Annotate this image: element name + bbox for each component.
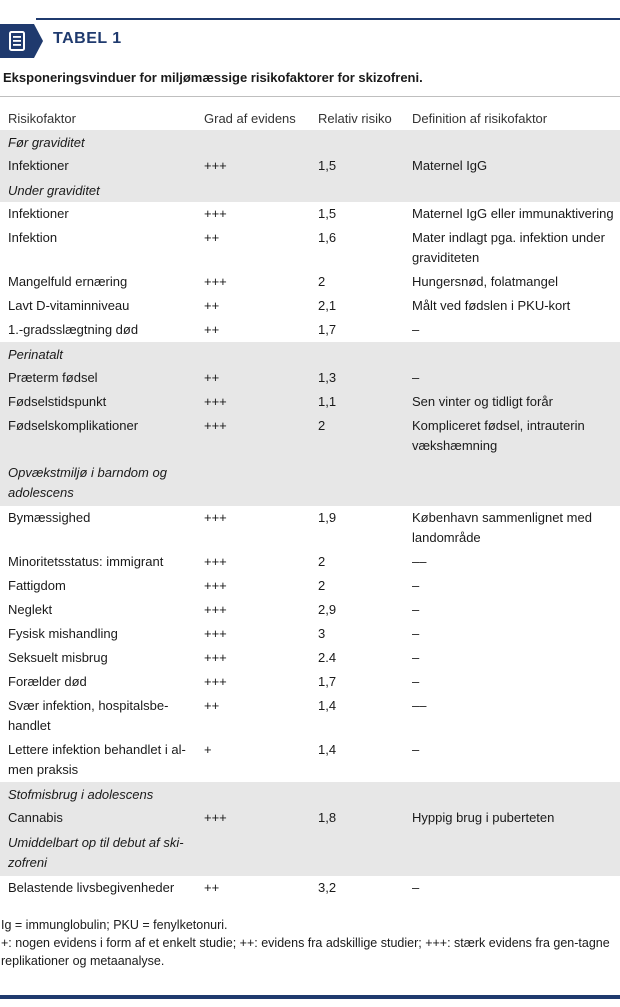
cell-factor: Mangelfuld ernæring — [8, 274, 128, 289]
cell-evidence: ++ — [204, 322, 220, 337]
footnote-abbreviations: Ig = immunglobulin; PKU = fenylketonuri. — [1, 918, 228, 932]
section-title: Opvækstmiljø i barndom og adolescens — [8, 465, 167, 500]
table-row — [0, 622, 620, 646]
section-header — [0, 178, 620, 202]
cell-definition: Hyppig brug i puberteten — [412, 810, 555, 825]
caption-rule — [0, 96, 620, 97]
footnotes — [0, 916, 620, 970]
cell-evidence: +++ — [204, 674, 227, 689]
table-caption: Eksponeringsvinduer for miljømæssige risikofaktorer for skizofreni. — [3, 70, 423, 85]
cell-factor: Belastende livsbegivenheder — [8, 880, 175, 895]
section-header — [0, 830, 620, 876]
cell-evidence: +++ — [204, 418, 227, 433]
cell-definition: Mater indlagt pga. infektion under graviditeten — [412, 230, 605, 265]
header-rule — [36, 18, 620, 20]
cell-definition: Maternel IgG — [412, 158, 488, 173]
table-row — [0, 414, 620, 460]
section-title: Perinatalt — [8, 347, 63, 362]
table-row — [0, 670, 620, 694]
table-row — [0, 694, 620, 738]
table-row — [0, 806, 620, 830]
table-row — [0, 550, 620, 574]
cell-definition: – — [412, 370, 420, 385]
cell-relative-risk: 2,9 — [318, 602, 337, 617]
cell-relative-risk: 1,6 — [318, 230, 337, 245]
cell-factor: Infektion — [8, 230, 58, 245]
section-title: Stofmisbrug i adolescens — [8, 787, 154, 802]
table-row — [0, 202, 620, 226]
cell-factor: Lettere infektion behandlet i al-men praksis — [8, 742, 186, 777]
page-title: TABEL 1 — [53, 30, 122, 47]
table-row — [0, 226, 620, 270]
cell-relative-risk: 1,4 — [318, 698, 337, 713]
cell-factor: Cannabis — [8, 810, 63, 825]
cell-relative-risk: 1,4 — [318, 742, 337, 757]
cell-evidence: +++ — [204, 394, 227, 409]
cell-factor: Præterm fødsel — [8, 370, 98, 385]
cell-evidence: +++ — [204, 626, 227, 641]
section-header — [0, 342, 620, 366]
table-row — [0, 154, 620, 178]
cell-relative-risk: 1,9 — [318, 510, 337, 525]
table-row — [0, 506, 620, 550]
table-row — [0, 390, 620, 414]
cell-definition: – — [412, 674, 420, 689]
cell-evidence: +++ — [204, 554, 227, 569]
cell-definition: Sen vinter og tidligt forår — [412, 394, 553, 409]
cell-definition: –– — [412, 554, 427, 569]
cell-relative-risk: 2.4 — [318, 650, 337, 665]
cell-evidence: ++ — [204, 880, 220, 895]
cell-evidence: ++ — [204, 370, 220, 385]
cell-factor: Svær infektion, hospitalsbe-handlet — [8, 698, 169, 733]
table-row — [0, 318, 620, 342]
table-row — [0, 294, 620, 318]
cell-definition: Kompliceret fødsel, intrauterin vækshæmning — [412, 418, 585, 453]
cell-definition: – — [412, 742, 420, 757]
table-header — [0, 18, 620, 60]
cell-relative-risk: 2 — [318, 554, 326, 569]
column-header-factor: Risikofaktor — [8, 111, 76, 126]
cell-relative-risk: 2,1 — [318, 298, 337, 313]
cell-relative-risk: 1,3 — [318, 370, 337, 385]
cell-evidence: ++ — [204, 698, 220, 713]
cell-definition: Maternel IgG eller immunaktivering — [412, 206, 614, 221]
cell-definition: – — [412, 880, 420, 895]
cell-evidence: +++ — [204, 510, 227, 525]
cell-factor: Infektioner — [8, 206, 69, 221]
cell-evidence: +++ — [204, 578, 227, 593]
cell-factor: Fattigdom — [8, 578, 66, 593]
cell-evidence: +++ — [204, 650, 227, 665]
cell-evidence: +++ — [204, 602, 227, 617]
cell-definition: – — [412, 626, 420, 641]
cell-relative-risk: 2 — [318, 418, 326, 433]
cell-factor: Forælder død — [8, 674, 87, 689]
cell-definition: – — [412, 322, 420, 337]
cell-relative-risk: 3,2 — [318, 880, 337, 895]
cell-relative-risk: 1,5 — [318, 206, 337, 221]
risk-factor-table — [0, 106, 620, 900]
cell-definition: – — [412, 650, 420, 665]
footnote-evidence-legend: +: nogen evidens i form af et enkelt studie; ++: evidens fra adskillige studier; +++: stærk evidens fra gen-tagne replikationer og metaanalyse. — [1, 936, 610, 968]
cell-evidence: ++ — [204, 298, 220, 313]
cell-factor: Lavt D-vitaminniveau — [8, 298, 130, 313]
cell-definition: –– — [412, 698, 427, 713]
section-title: Under graviditet — [8, 183, 100, 198]
table-row — [0, 574, 620, 598]
cell-factor: Fødselskomplikationer — [8, 418, 139, 433]
cell-evidence: +++ — [204, 810, 227, 825]
column-header-relative-risk: Relativ risiko — [318, 111, 392, 126]
cell-evidence: ++ — [204, 230, 220, 245]
header-pointer — [34, 24, 43, 58]
table-row — [0, 646, 620, 670]
column-header-evidence: Grad af evidens — [204, 111, 296, 126]
cell-relative-risk: 1,7 — [318, 322, 337, 337]
cell-definition: – — [412, 578, 420, 593]
cell-relative-risk: 1,8 — [318, 810, 337, 825]
table-row — [0, 876, 620, 900]
cell-evidence: + — [204, 742, 212, 757]
cell-factor: Minoritetsstatus: immigrant — [8, 554, 164, 569]
cell-factor: Infektioner — [8, 158, 69, 173]
cell-factor: Bymæssighed — [8, 510, 91, 525]
bottom-rule — [0, 995, 620, 999]
section-header — [0, 460, 620, 506]
cell-factor: 1.-gradsslægtning død — [8, 322, 139, 337]
cell-factor: Fysisk mishandling — [8, 626, 118, 641]
cell-evidence: +++ — [204, 158, 227, 173]
cell-factor: Fødselstidspunkt — [8, 394, 107, 409]
cell-relative-risk: 1,5 — [318, 158, 337, 173]
cell-factor: Seksuelt misbrug — [8, 650, 108, 665]
document-icon — [0, 24, 34, 58]
cell-definition: Hungersnød, folatmangel — [412, 274, 558, 289]
cell-relative-risk: 2 — [318, 578, 326, 593]
cell-definition: – — [412, 602, 420, 617]
cell-relative-risk: 3 — [318, 626, 326, 641]
cell-evidence: +++ — [204, 274, 227, 289]
cell-evidence: +++ — [204, 206, 227, 221]
cell-relative-risk: 2 — [318, 274, 326, 289]
table-row — [0, 270, 620, 294]
table-row — [0, 366, 620, 390]
section-header — [0, 130, 620, 154]
cell-definition: Målt ved fødslen i PKU-kort — [412, 298, 571, 313]
section-header — [0, 782, 620, 806]
column-header-definition: Definition af risikofaktor — [412, 111, 548, 126]
table-row — [0, 598, 620, 622]
cell-relative-risk: 1,7 — [318, 674, 337, 689]
column-headers — [0, 106, 620, 130]
cell-factor: Neglekt — [8, 602, 53, 617]
cell-relative-risk: 1,1 — [318, 394, 337, 409]
cell-definition: København sammenlignet med landområde — [412, 510, 592, 545]
table-row — [0, 738, 620, 782]
section-title: Før graviditet — [8, 135, 85, 150]
section-title: Umiddelbart op til debut af ski-zofreni — [8, 835, 184, 870]
